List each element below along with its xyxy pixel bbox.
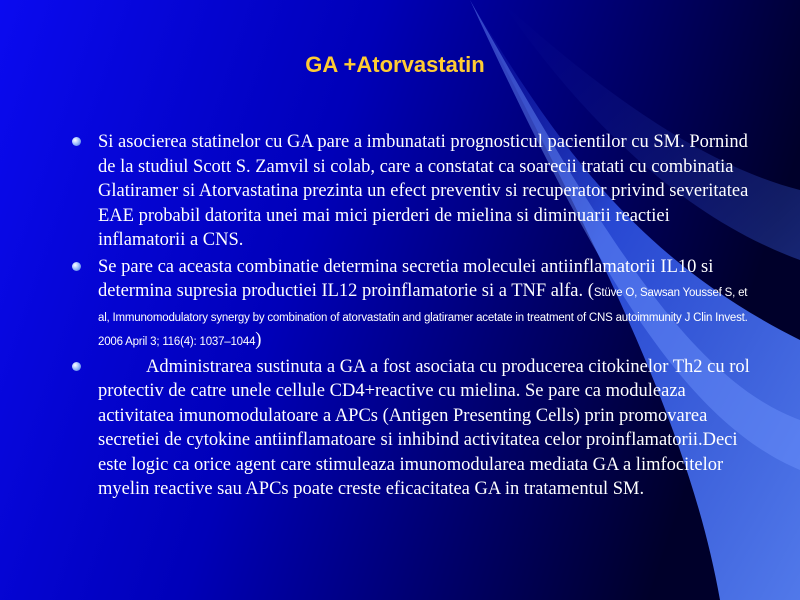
bullet-icon xyxy=(72,262,81,271)
paragraph-text: Se pare ca aceasta combinatie determina secretia moleculei antiinflamatorii IL10 si determina supresia productiei IL12 proinflamatorie si a TNF alfa. ( xyxy=(98,256,714,301)
citation-close: ) xyxy=(255,330,262,350)
paragraph-th2 xyxy=(72,355,752,502)
bullet-icon xyxy=(72,362,81,371)
paragraph-text: Administrarea sustinuta a GA a fost asociata cu producerea citokinelor Th2 cu rol protectiv de catre unele cellule CD4+reactive cu mielina. Se pare ca moduleaza activitatea imunomodulatoare a APCs (Antigen Presenting Cells) prin promovarea secretiei de cytokine antiinflamatoare si inhibind activitatea celor proinflamatorii.Deci este logic ca orice agent care stimuleaza imunomodularea mediata GA a limfocitelor myelin reactive sau APCs poate creste eficacitatea GA in tratamentul SM. xyxy=(98,356,750,499)
slide-body xyxy=(72,130,752,504)
paragraph-statins xyxy=(72,130,752,253)
paragraph-il10 xyxy=(72,255,752,353)
paragraph-text: Si asocierea statinelor cu GA pare a imbunatati prognosticul pacientilor cu SM. Pornind de la studiul Scott S. Zamvil si colab, care a constatat ca soarecii tratati cu combinatia Glatiramer si Atorvastatina prezinta un efect preventiv si recuperator privind severitatea EAE probabil datorita unei mai mici pierderi de mielina si diminuarii reactiei inflamatorii a CNS. xyxy=(98,132,749,250)
citation: Stüve O, Sawsan Youssef S, et al, Immunomodulatory synergy by combination of atorvastatin and glatiramer acetate in treatment of CNS autoimmunity J Clin Invest. 2006 April 3; 116(4): 1037–1044 xyxy=(98,287,748,348)
bullet-icon xyxy=(72,137,81,146)
slide-title: GA +Atorvastatin xyxy=(305,52,485,77)
